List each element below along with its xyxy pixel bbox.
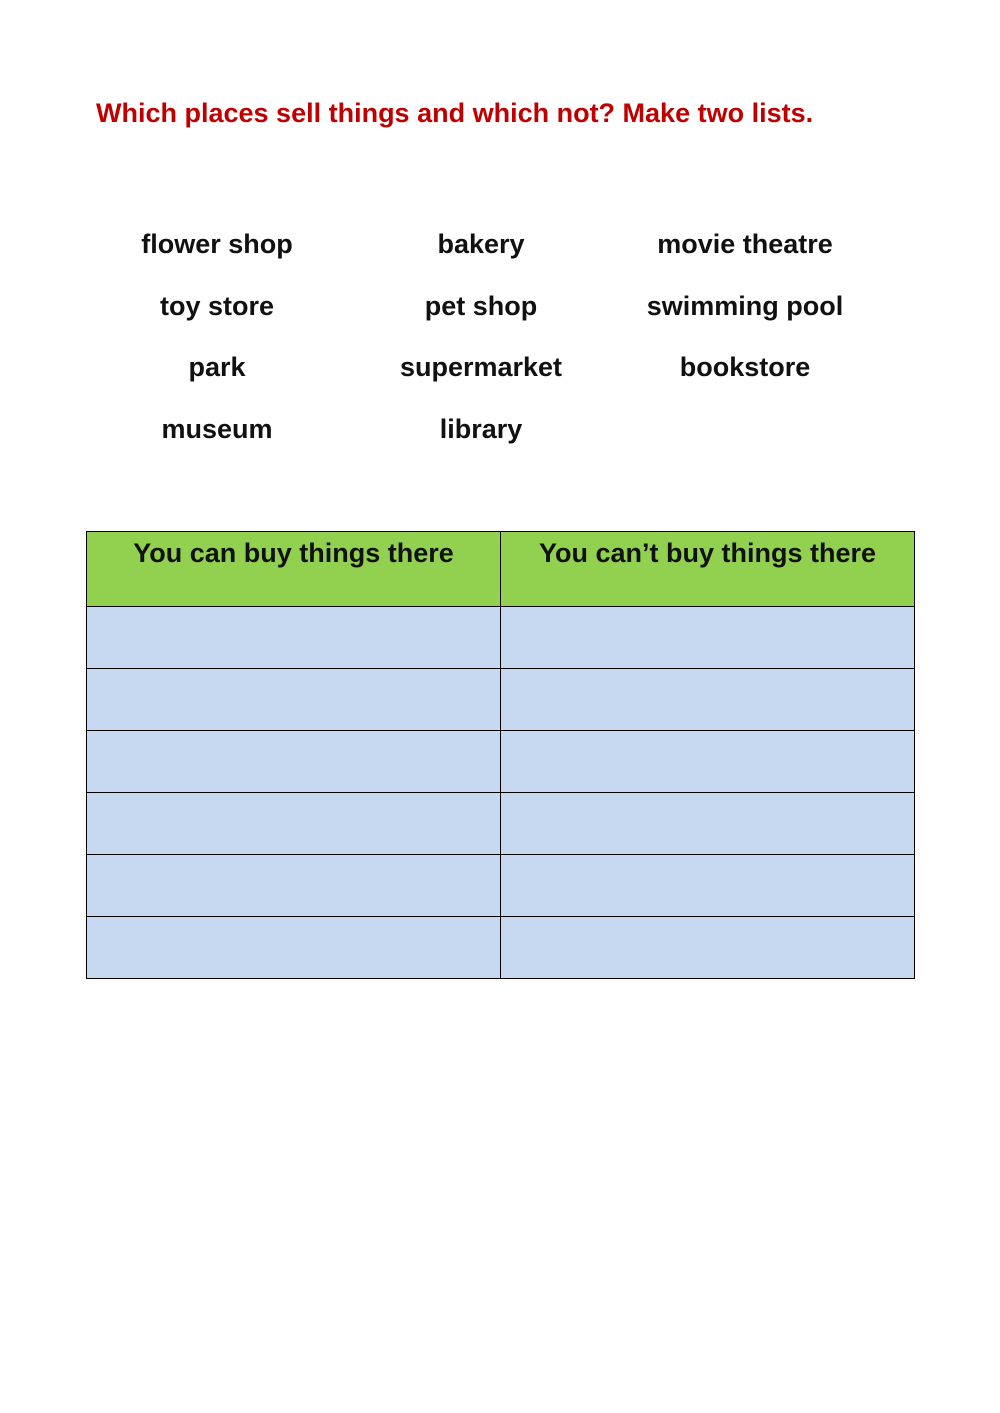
word-row [85, 345, 877, 407]
word-item: movie theatre [657, 229, 833, 259]
answer-cell-cant-buy[interactable] [501, 731, 915, 793]
word-item: bakery [437, 229, 525, 259]
word-item: flower shop [141, 229, 293, 259]
answer-cell-cant-buy[interactable] [501, 917, 915, 979]
table-row [87, 731, 915, 793]
answer-cell-cant-buy[interactable] [501, 793, 915, 855]
table-header-row [87, 532, 915, 607]
answer-cell-cant-buy[interactable] [501, 607, 915, 669]
answer-cell-can-buy[interactable] [87, 793, 501, 855]
word-bank [85, 222, 877, 468]
word-item: library [439, 413, 523, 444]
answer-cell-cant-buy[interactable] [501, 855, 915, 917]
table-row [87, 607, 915, 669]
word-item: park [188, 352, 246, 382]
table-row [87, 669, 915, 731]
word-row [85, 222, 877, 284]
answer-cell-cant-buy[interactable] [501, 669, 915, 731]
word-item: bookstore [679, 352, 811, 382]
word-item: toy store [159, 290, 275, 321]
answer-cell-can-buy[interactable] [87, 731, 501, 793]
table-row [87, 855, 915, 917]
word-item: pet shop [424, 290, 538, 321]
word-row [85, 284, 877, 346]
header-can-buy: You can buy things there [87, 532, 501, 607]
word-item: supermarket [399, 352, 563, 382]
answer-cell-can-buy[interactable] [87, 669, 501, 731]
instruction-heading: Which places sell things and which not? Make two lists. [96, 98, 814, 128]
word-item: museum [161, 413, 273, 444]
answer-cell-can-buy[interactable] [87, 917, 501, 979]
word-item: swimming pool [646, 290, 844, 321]
sorting-table [86, 531, 915, 979]
word-item [613, 407, 877, 469]
answer-cell-can-buy[interactable] [87, 607, 501, 669]
word-row [85, 407, 877, 469]
table-row [87, 917, 915, 979]
answer-cell-can-buy[interactable] [87, 855, 501, 917]
header-cant-buy: You can’t buy things there [501, 532, 915, 607]
table-row [87, 793, 915, 855]
